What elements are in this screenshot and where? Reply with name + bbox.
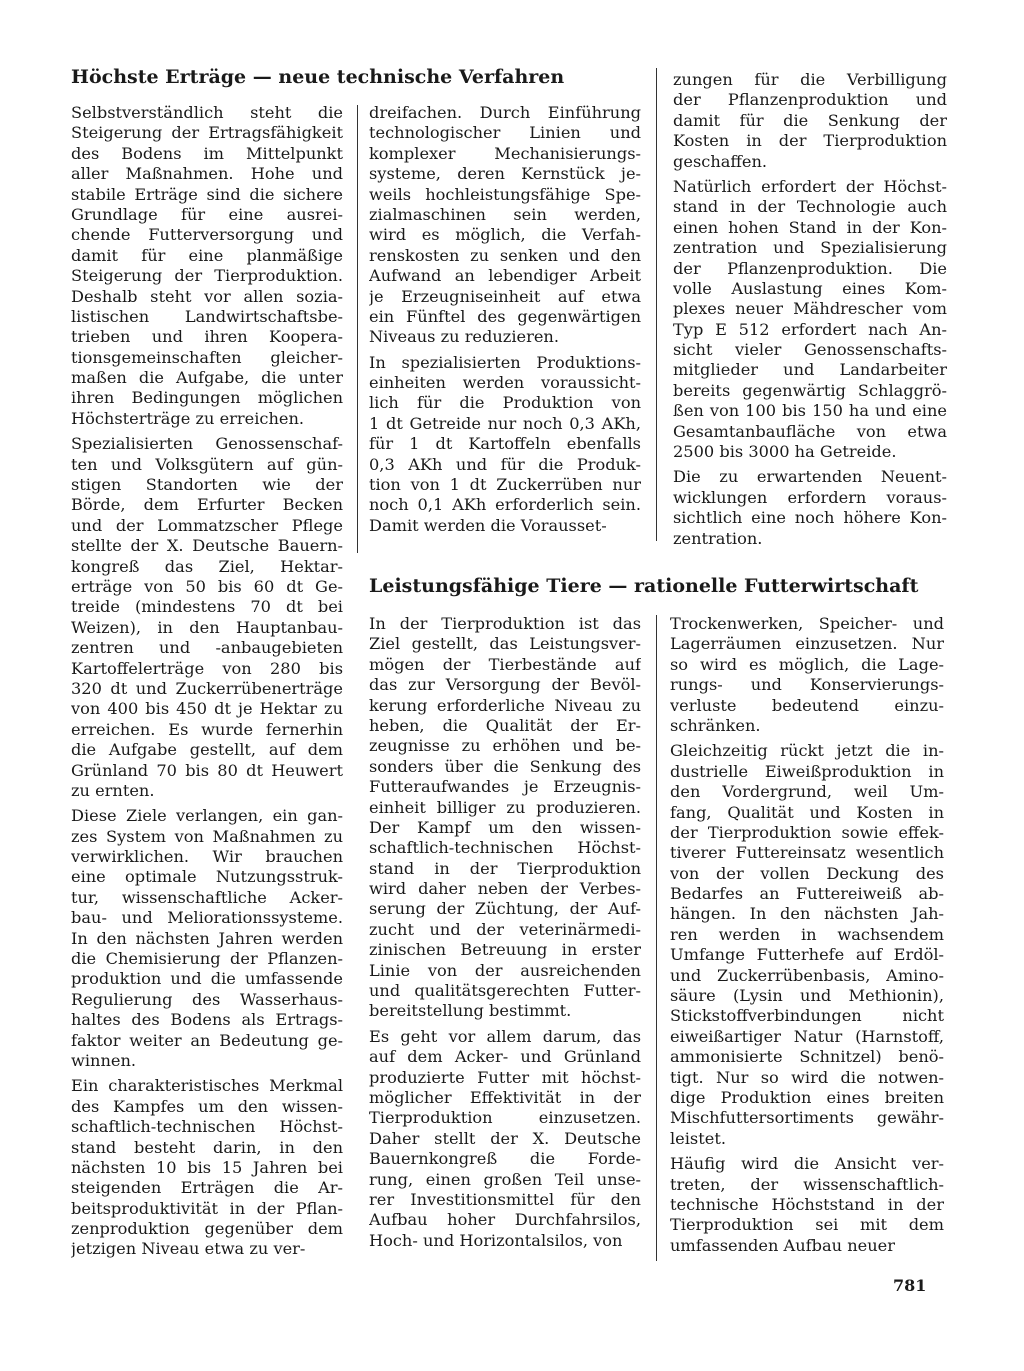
text-line: aller Maßnahmen. Hohe und	[71, 164, 343, 184]
text-line: Aufbau hoher Durchfahrsilos,	[369, 1210, 641, 1230]
text-line: zeugnisse zu erhöhen und be-	[369, 736, 641, 756]
text-line: dustrielle Eiweißproduktion in	[670, 761, 944, 781]
text-line: rungs- und Konservierungs-	[670, 675, 944, 695]
text-line: zentren und -anbaugebieten	[71, 638, 343, 658]
text-line: zenproduktion gegenüber dem	[71, 1219, 343, 1239]
text-line: die Chemisierung der Pflanzen-	[71, 949, 343, 969]
text-line: Tierproduktion einzusetzen.	[369, 1108, 641, 1128]
text-line: bereitstellung bestimmt.	[369, 1001, 572, 1021]
text-line: Natürlich erfordert der Höchst-	[673, 176, 947, 196]
column-rule	[357, 105, 358, 553]
text-line: und qualitätsgerechten Futter-	[369, 981, 641, 1001]
text-line: listischen Landwirtschaftsbe-	[71, 306, 343, 326]
text-line: geschaffen.	[673, 151, 768, 171]
text-line: treide (mindestens 70 dt bei	[71, 597, 343, 617]
text-line: eiweißartiger Natur (Harnstoff,	[670, 1026, 944, 1046]
text-line: faktor weiter an Bedeutung ge-	[71, 1030, 343, 1050]
section-2-heading: Leistungsfähige Tiere — rationelle Futterwirtschaft	[369, 575, 919, 597]
text-line: Typ E 512 erfordert nach An-	[673, 319, 947, 339]
text-line: In den nächsten Jahren werden	[71, 928, 343, 948]
text-line: tigt. Nur so wird die notwen-	[670, 1067, 944, 1087]
text-line: stigen Standorten wie der	[71, 475, 343, 495]
text-line: Futteraufwandes je Erzeugnis-	[369, 777, 641, 797]
paragraph	[673, 177, 947, 462]
text-line: fang, Qualität und Kosten in	[670, 802, 944, 822]
text-line: stand besteht darin, in den	[71, 1137, 343, 1157]
text-line: jetzigen Niveau etwa zu ver-	[71, 1239, 306, 1259]
section-2-column-2	[670, 614, 944, 1261]
text-line: sichtlich eine noch höhere Kon-	[673, 508, 947, 528]
text-line: Gesamtanbaufläche von etwa	[673, 421, 947, 441]
paragraph	[71, 434, 343, 801]
text-line: maßen die Aufgabe, die unter	[71, 368, 343, 388]
paragraph	[369, 1027, 641, 1251]
text-line: zucht und der veterinärmedi-	[369, 919, 641, 939]
text-line: Linie von der ausreichenden	[369, 960, 641, 980]
paragraph	[673, 70, 947, 172]
text-line: Börde, dem Erfurter Becken	[71, 495, 343, 515]
column-rule	[656, 68, 657, 541]
text-line: Mischfuttersortiments gewähr-	[670, 1108, 944, 1128]
text-line: 320 dt und Zuckerrübenerträge	[71, 678, 343, 698]
section-1-column-3	[673, 70, 947, 554]
text-line: zes System von Maßnahmen zu	[71, 826, 343, 846]
text-line: zialmaschinen sein werden,	[369, 204, 641, 224]
text-line: Steigerung der Ertragsfähigkeit	[71, 123, 343, 143]
paragraph	[670, 741, 944, 1149]
text-line: rer Investitionsmittel für den	[369, 1189, 641, 1209]
page-number: 781	[893, 1276, 927, 1295]
text-line: ßen von 100 bis 150 ha und eine	[673, 401, 947, 421]
text-line: treten, der wissenschaftlich-	[670, 1174, 944, 1194]
text-line: bereits gegenwärtig Schlaggrö-	[673, 380, 947, 400]
text-line: produzierte Futter mit höchst-	[369, 1067, 641, 1087]
text-line: erreichen. Es wurde fernerhin	[71, 719, 343, 739]
text-line: einheiten werden voraussicht-	[369, 373, 641, 393]
paragraph	[71, 806, 343, 1071]
text-line: für 1 dt Kartoffeln ebenfalls	[369, 434, 641, 454]
text-line: steigenden Erträgen die Ar-	[71, 1178, 343, 1198]
text-line: hängen. In den nächsten Jah-	[670, 904, 944, 924]
text-line: plexes neuer Mähdrescher vom	[673, 299, 947, 319]
text-line: Steigerung der Tierproduktion.	[71, 266, 343, 286]
text-line: Diese Ziele verlangen, ein gan-	[71, 806, 343, 826]
text-line: umfassenden Aufbau neuer	[670, 1235, 895, 1255]
paragraph	[71, 103, 343, 429]
text-line: Daher stellt der X. Deutsche	[369, 1128, 641, 1148]
text-line: der Pflanzenproduktion. Die	[673, 258, 947, 278]
text-line: weils hochleistungsfähige Spe-	[369, 184, 641, 204]
text-line: Regulierung des Wasserhaus-	[71, 989, 343, 1009]
text-line: ten und Volksgütern auf gün-	[71, 454, 343, 474]
text-line: nächsten 10 bis 15 Jahren bei	[71, 1157, 343, 1177]
text-line: Niveaus zu reduzieren.	[369, 327, 559, 347]
text-line: und Zuckerrübenbasis, Amino-	[670, 965, 944, 985]
paragraph	[369, 353, 641, 537]
text-line: In spezialisierten Produktions-	[369, 352, 641, 372]
text-line: wicklungen erfordern voraus-	[673, 487, 947, 507]
text-line: Bedarfes an Futtereiweiß ab-	[670, 884, 944, 904]
paragraph	[673, 467, 947, 549]
text-line: der Tierproduktion sowie effek-	[670, 822, 944, 842]
text-line: tion von 1 dt Zuckerrüben nur	[369, 475, 641, 495]
text-line: lich für die Produktion von	[369, 393, 641, 413]
section-1-column-2	[369, 103, 641, 541]
text-line: ein Fünftel des gegenwärtigen	[369, 306, 641, 326]
text-line: technische Höchststand in der	[670, 1194, 944, 1214]
text-line: heben, die Qualität der Er-	[369, 715, 641, 735]
text-line: stellte der X. Deutsche Bauern-	[71, 536, 343, 556]
text-line: säure (Lysin und Methionin),	[670, 986, 944, 1006]
text-line: Spezialisierten Genossenschaf-	[71, 434, 343, 454]
text-line: stand in der Tierproduktion	[369, 858, 641, 878]
text-line: von der vollen Deckung des	[670, 863, 944, 883]
text-line: eine optimale Nutzungsstruk-	[71, 867, 343, 887]
text-line: tionsgemeinschaften gleicher-	[71, 347, 343, 367]
text-line: Höchsterträge zu erreichen.	[71, 408, 305, 428]
text-line: Aufwand an lebendiger Arbeit	[369, 266, 641, 286]
text-line: schaftlich-technischen Höchst-	[71, 1117, 343, 1137]
text-line: kerung erforderliche Niveau zu	[369, 695, 641, 715]
text-line: einen hohen Stand in der Kon-	[673, 217, 947, 237]
paragraph	[369, 614, 641, 1022]
text-line: bau- und Meliorationssysteme.	[71, 908, 343, 928]
text-line: Weizen), in den Hauptanbau-	[71, 617, 343, 637]
text-line: zungen für die Verbilligung	[673, 70, 947, 89]
text-line: Lagerräumen einzusetzen. Nur	[670, 634, 944, 654]
text-line: Gleichzeitig rückt jetzt die in-	[670, 741, 944, 761]
paragraph	[670, 1154, 944, 1256]
text-line: ren werden in wachsendem	[670, 924, 944, 944]
text-line: 1 dt Getreide nur noch 0,3 AKh,	[369, 413, 641, 433]
text-line: des Kampfes um den wissen-	[71, 1096, 343, 1116]
text-line: Kartoffelerträge von 280 bis	[71, 658, 343, 678]
text-line: erträge von 50 bis 60 dt Ge-	[71, 576, 343, 596]
text-line: Kosten in der Tierproduktion	[673, 131, 947, 151]
text-line: 0,3 AKh und für die Produk-	[369, 454, 641, 474]
paragraph	[670, 614, 944, 736]
paragraph	[71, 1076, 343, 1260]
text-line: kongreß das Ziel, Hektar-	[71, 556, 343, 576]
text-line: haltes des Bodens als Ertrags-	[71, 1010, 343, 1030]
text-line: Häufig wird die Ansicht ver-	[670, 1154, 944, 1174]
text-line: Umfange Futterhefe auf Erdöl-	[670, 945, 944, 965]
text-line: zentration und Spezialisierung	[673, 238, 947, 258]
text-line: mögen der Tierbestände auf	[369, 654, 641, 674]
text-line: wird daher neben der Verbes-	[369, 879, 641, 899]
text-line: systeme, deren Kernstück je-	[369, 164, 641, 184]
text-line: noch 0,1 AKh erforderlich sein.	[369, 495, 641, 515]
text-line: produktion und die umfassende	[71, 969, 343, 989]
text-line: das zur Versorgung der Bevöl-	[369, 675, 641, 695]
text-line: und der Lommatzscher Pflege	[71, 515, 343, 535]
text-line: des Bodens im Mittelpunkt	[71, 143, 343, 163]
text-line: Deshalb steht vor allen sozia-	[71, 286, 343, 306]
text-line: Tierproduktion sei mit dem	[670, 1215, 944, 1235]
text-line: tur, wissenschaftliche Acker-	[71, 887, 343, 907]
text-line: komplexer Mechanisierungs-	[369, 143, 641, 163]
text-line: Hoch- und Horizontalsilos, von	[369, 1230, 623, 1250]
section-1-column-1	[71, 103, 343, 1265]
text-line: tiverer Futtereinsatz wesentlich	[670, 843, 944, 863]
text-line: rung, einen großen Teil unse-	[369, 1169, 641, 1189]
text-line: dreifachen. Durch Einführung	[369, 103, 641, 122]
text-line: chende Futterversorgung und	[71, 225, 343, 245]
text-line: einheit billiger zu produzieren.	[369, 797, 641, 817]
text-line: mitglieder und Landarbeiter	[673, 360, 947, 380]
text-line: beitsproduktivität in der Pflan-	[71, 1198, 343, 1218]
text-line: In der Tierproduktion ist das	[369, 614, 641, 633]
text-line: Bauernkongreß die Forde-	[369, 1149, 641, 1169]
text-line: schaftlich-technischen Höchst-	[369, 838, 641, 858]
section-1-heading: Höchste Erträge — neue technische Verfahren	[71, 66, 565, 88]
paragraph	[369, 103, 641, 348]
text-line: 2500 bis 3000 ha Getreide.	[673, 442, 897, 462]
text-line: so wird es möglich, die Lage-	[670, 654, 944, 674]
text-line: ammonisierte Schnitzel) benö-	[670, 1047, 944, 1067]
text-line: Damit werden die Vorausset-	[369, 515, 607, 535]
text-line: dige Produktion eines breiten	[670, 1087, 944, 1107]
column-rule	[656, 615, 657, 1261]
text-line: sonders über die Senkung des	[369, 756, 641, 776]
text-line: Stickstoffverbindungen nicht	[670, 1006, 944, 1026]
text-line: Es geht vor allem darum, das	[369, 1026, 641, 1046]
text-line: schränken.	[670, 715, 761, 735]
text-line: volle Auslastung eines Kom-	[673, 278, 947, 298]
text-line: ihren Bedingungen möglichen	[71, 388, 343, 408]
text-line: leistet.	[670, 1128, 726, 1148]
text-line: zinischen Betreuung in erster	[369, 940, 641, 960]
text-line: verwirklichen. Wir brauchen	[71, 847, 343, 867]
text-line: serung der Züchtung, der Auf-	[369, 899, 641, 919]
text-line: möglicher Effektivität in der	[369, 1087, 641, 1107]
text-line: Ziel gestellt, das Leistungsver-	[369, 634, 641, 654]
text-line: auf dem Acker- und Grünland	[369, 1047, 641, 1067]
text-line: renskosten zu senken und den	[369, 245, 641, 265]
text-line: sicht vieler Genossenschafts-	[673, 340, 947, 360]
text-line: trieben und ihren Koopera-	[71, 327, 343, 347]
text-line: damit für eine planmäßige	[71, 245, 343, 265]
text-line: zu ernten.	[71, 780, 155, 800]
text-line: den Vordergrund, weil Um-	[670, 782, 944, 802]
text-line: stand in der Technologie auch	[673, 197, 947, 217]
text-line: Ein charakteristisches Merkmal	[71, 1076, 343, 1096]
text-line: der Pflanzenproduktion und	[673, 90, 947, 110]
text-line: Die zu erwartenden Neuent-	[673, 467, 947, 487]
text-line: zentration.	[673, 528, 763, 548]
text-line: stabile Erträge sind die sichere	[71, 184, 343, 204]
text-line: von 400 bis 450 dt je Hektar zu	[71, 699, 343, 719]
text-line: je Erzeugniseinheit auf etwa	[369, 286, 641, 306]
text-line: damit für die Senkung der	[673, 110, 947, 130]
text-line: verluste bedeutend einzu-	[670, 695, 944, 715]
text-line: die Aufgabe gestellt, auf dem	[71, 740, 343, 760]
text-line: Grünland 70 bis 80 dt Heuwert	[71, 760, 343, 780]
text-line: winnen.	[71, 1050, 137, 1070]
text-line: Der Kampf um den wissen-	[369, 817, 641, 837]
text-line: Selbstverständlich steht die	[71, 103, 343, 122]
text-line: Grundlage für eine ausrei-	[71, 204, 343, 224]
text-line: technologischer Linien und	[369, 123, 641, 143]
text-line: wird es möglich, die Verfah-	[369, 225, 641, 245]
section-2-column-1	[369, 614, 641, 1256]
text-line: Trockenwerken, Speicher- und	[670, 614, 944, 633]
